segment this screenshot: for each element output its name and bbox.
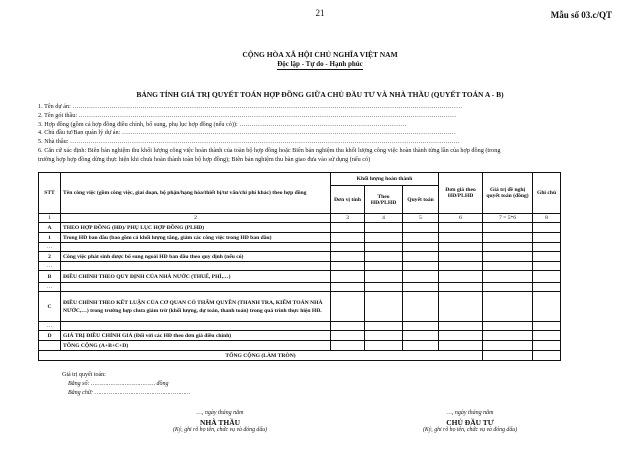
header-task-name: Tên công việc (gồm công việc, giai đoạn, bộ phận/hạng hóa/thiết bị/tư vấn/chi phí khác) theo hợp đồng (61, 173, 331, 214)
row-stt: B (39, 271, 61, 283)
row-stt: … (39, 283, 61, 292)
header-unit-price: Đơn giá theo HĐ/PLHĐ (439, 173, 483, 214)
info-line-basis-1: 6. Căn cứ xác định: Biên bản nghiệm thu khối lượng công việc hoàn thành của toàn bộ hợp đồng hoặc Biên bản nghiệm thu khối lượng công việc hoàn thành từng lần của hợp đồng (trong (38, 146, 501, 154)
rounded-total-label: TỔNG CỘNG (LÀM TRÒN) (39, 351, 483, 361)
row-text: Công việc phát sinh được bổ sung ngoài HĐ ban đầu theo quy định (nếu có) (61, 252, 331, 262)
document-title: BẢNG TÍNH GIÁ TRỊ QUYẾT TOÁN HỢP ĐỒNG GIỮA CHỦ ĐẦU TƯ VÀ NHÀ THẦU (QUYẾT TOÁN A - B) (136, 90, 504, 99)
colnum-5: 5 (403, 214, 439, 223)
row-stt: … (39, 262, 61, 271)
form-number: Mẫu số 03.c/QT (550, 10, 612, 20)
total-label: TỔNG CỘNG (A+B+C+D) (61, 341, 331, 351)
info-line-package: 2. Tên gói thầu: ………………………………………………………………………………………………………………………………………………………………… (38, 111, 457, 119)
table-row (39, 243, 561, 252)
info-line-contract: 3. Hợp đồng (gồm cả hợp đồng điều chỉnh, bổ sung, phụ lục hợp đồng (nếu có)): ……………………………………………………………………… (38, 120, 407, 128)
settlement-value-label: Giá trị quyết toán: (62, 372, 106, 378)
amount-in-words: Bằng chữ: ……………………………………………… (68, 390, 191, 396)
header-unit: Đơn vị tính (331, 186, 365, 214)
header-stt: STT (39, 173, 61, 214)
row-text (61, 243, 331, 252)
row-text: ĐIỀU CHỈNH THEO QUY ĐỊNH CỦA NHÀ NƯỚC (THUẾ, PHÍ,…) (61, 271, 331, 283)
column-number-row (39, 214, 561, 223)
colnum-6: 6 (439, 214, 483, 223)
colnum-3: 3 (331, 214, 365, 223)
page-number: 21 (315, 8, 325, 18)
info-line-contractor: 5. Nhà thầu: ……………………………………………………………………………………………………………………………………………………………………… (38, 138, 460, 146)
row-text: THEO HỢP ĐỒNG (HĐ)/ PHỤ LỤC HỢP ĐỒNG (PLHĐ) (61, 223, 331, 233)
total-row (39, 341, 561, 351)
motto (0, 60, 640, 68)
header-note: Ghi chú (533, 173, 561, 214)
row-stt: D (39, 331, 61, 341)
contractor-role: NHÀ THẦU (199, 418, 241, 427)
row-text (61, 283, 331, 292)
row-stt (39, 341, 61, 351)
investor-sign-note: (Ký, ghi rõ họ tên, chức vụ và đóng dấu) (422, 427, 518, 433)
table-row (39, 322, 561, 331)
table-row (39, 223, 561, 233)
investor-date: …, ngày tháng năm (446, 410, 494, 416)
row-stt: 2 (39, 252, 61, 262)
row-stt: … (39, 322, 61, 331)
colnum-1: 1 (39, 214, 61, 223)
investor-signature (380, 410, 560, 433)
settlement-table (38, 172, 561, 361)
row-text: ĐIỀU CHỈNH THEO KẾT LUẬN CỦA CƠ QUAN CÓ THẨM QUYỀN (THANH TRA, KIỂM TOÁN NHÀ NƯỚC,…) trong trường hợp chưa giảm trừ (khối lượng, dự toán, thanh toán) trong quá trình thực hiện HĐ. (61, 292, 331, 322)
investor-role: CHỦ ĐẦU TƯ (446, 418, 494, 427)
table-row (39, 292, 561, 322)
header-proposed-value: Giá trị đề nghị quyết toán (đồng) (483, 173, 533, 214)
colnum-7: 7 = 5*6 (483, 214, 533, 223)
contractor-sign-note: (Ký, ghi rõ họ tên, chức vụ và đóng dấu) (172, 427, 268, 433)
row-stt: … (39, 243, 61, 252)
colnum-8: 8 (533, 214, 561, 223)
table-row (39, 252, 561, 262)
info-line-investor: 4. Chủ đầu tư/Ban quản lý dự án: ……………………………………………………………………………………………………………………………………………… (38, 129, 456, 137)
row-stt: A (39, 223, 61, 233)
colnum-2: 2 (61, 214, 331, 223)
rounded-total-row (39, 351, 561, 361)
table-row (39, 233, 561, 243)
amount-in-numbers: Bằng số: ……………………………… đồng (68, 381, 169, 387)
table-row (39, 271, 561, 283)
row-text: GIÁ TRỊ ĐIỀU CHỈNH GIÁ (Đối với các HĐ theo đơn giá điều chỉnh) (61, 331, 331, 341)
row-stt: C (39, 292, 61, 322)
info-line-project: 1. Tên dự án: ……………………………………………………………………………………………………………………………………………………………………… (38, 103, 463, 110)
table-row (39, 262, 561, 271)
table-row (39, 331, 561, 341)
contractor-date: …, ngày tháng năm (196, 410, 244, 416)
header-volume-group: Khối lượng hoàn thành (331, 173, 439, 186)
motto-text: Độc lập - Tự do - Hạnh phúc (277, 60, 363, 68)
row-text (61, 262, 331, 271)
header-settled: Quyết toán (403, 186, 439, 214)
row-text (61, 322, 331, 331)
contractor-signature (130, 410, 310, 433)
colnum-4: 4 (365, 214, 403, 223)
settlement-value (62, 371, 191, 398)
row-text: Trong HĐ ban đầu (bao gồm cả khối lượng tăng, giảm các công việc trong HĐ ban đầu) (61, 233, 331, 243)
info-line-basis-2: trường hợp hợp đồng dừng thực hiện khi chưa hoàn thành toàn bộ hợp đồng); Biên bản nghiệm thu bàn giao đưa vào sử dụng (nếu có) (38, 155, 371, 163)
project-info (38, 103, 618, 165)
row-stt: 1 (39, 233, 61, 243)
header-by-contract: Theo HĐ/PLHĐ (365, 186, 403, 214)
nation-header: CỘNG HÒA XÃ HỘI CHỦ NGHĨA VIỆT NAM (242, 50, 398, 59)
table-row (39, 283, 561, 292)
